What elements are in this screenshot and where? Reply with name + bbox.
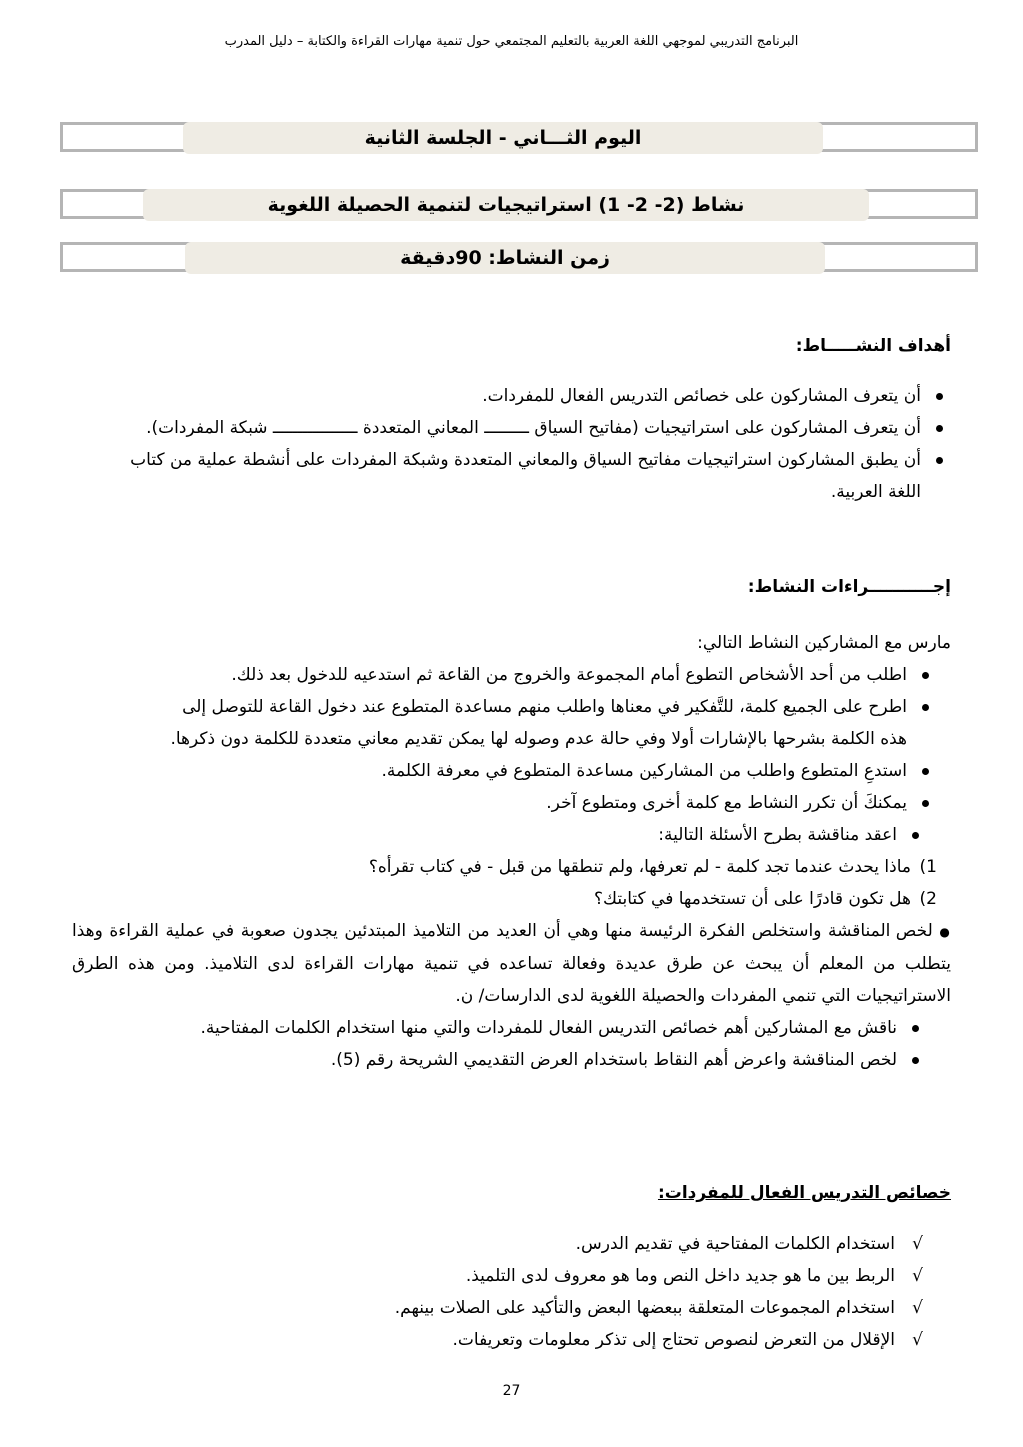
characteristic-text: الربط بين ما هو جديد داخل النص وما هو معروف لدى التلميذ. [465,1266,895,1286]
characteristic-text: الإقلال من التعرض لنصوص تحتاج إلى تذكر معلومات وتعريفات. [452,1330,895,1350]
objectives-list-block [95,380,951,508]
question-number: 1) [919,857,937,877]
characteristic-item [80,1324,951,1356]
question-item [72,851,937,883]
characteristic-item [80,1292,951,1324]
check-icon: √ [912,1330,923,1350]
procedures-title: إجـــــــــــراءات النشاط: [747,577,951,597]
question-item [72,883,937,915]
characteristics-block [80,1228,951,1356]
discussion-lead-list [72,819,927,851]
procedure-item: يمكنكَ أن تكرر النشاط مع كلمة أخرى ومتطوع آخر. [158,787,937,819]
activity-title: نشاط (2- 2- 1) استراتيجيات لتنمية الحصيلة اللغوية [143,189,869,221]
activity-banner [60,189,978,219]
check-icon: √ [912,1234,923,1254]
characteristics-title: خصائص التدريس الفعال للمفردات: [657,1183,951,1203]
day-banner [60,122,978,152]
procedure-item: اطلب من أحد الأشخاص التطوع أمام المجموعة والخروج من القاعة ثم استدعيه للدخول بعد ذلك. [158,659,937,691]
check-icon: √ [912,1266,923,1286]
objectives-list [95,380,951,508]
characteristic-text: استخدام الكلمات المفتاحية في تقديم الدرس. [575,1234,895,1254]
characteristic-item [80,1228,951,1260]
procedure-item: اطرح على الجميع كلمة، للتَّفكير في معناها واطلب منهم مساعدة المتطوع عند دخول القاعة للتوصل إلى هذه الكلمة بشرحها بالإشارات أولا وفي حالة عدم وصوله لها يمكن تقديم معاني متعددة للكلمة دون ذكرها. [158,691,937,755]
objective-item: أن يطبق المشاركون استراتيجيات مفاتيح السياق والمعاني المتعددة وشبكة المفردات على أنشطة عملية من كتاب اللغة العربية. [95,444,951,508]
check-icon: √ [912,1298,923,1318]
characteristic-text: استخدام المجموعات المتعلقة ببعضها البعض والتأكيد على الصلات بينهم. [394,1298,895,1318]
procedures-block [72,627,951,1076]
activity-duration: زمن النشاط: 90دقيقة [185,242,825,274]
day-session-title: اليوم الثـــاني - الجلسة الثانية [183,122,823,154]
running-header: البرنامج التدريبي لموجهي اللغة العربية بالتعليم المجتمعي حول تنمية مهارات القراءة والكتابة – دليل المدرب [224,34,799,49]
procedures-intro: مارس مع المشاركين النشاط التالي: [697,633,951,653]
question-text: ماذا يحدث عندما تجد كلمة - لم تعرفها، ولم تنطقها من قبل - في كتاب تقرأه؟ [368,857,911,877]
question-text: هل تكون قادرًا على أن تستخدمها في كتابتك؟ [594,889,911,909]
discussion-summary-text: لخص المناقشة واستخلص الفكرة الرئيسة منها وهي أن العديد من التلاميذ المبتدئين يجدون صعوبة في عملية القراءة وهذا يتطلب من المعلم أن يبحث عن طرق عديدة وفعالة تساعده في تنمية مهارات القراءة لدى التلاميذ. ومن هذه الطرق الاستراتيجيات التي تنمي المفردات والحصيلة اللغوية لدى الدارسات/ ن. [72,921,951,1006]
bullet-dot-icon: ● [939,925,951,939]
procedure-item: استدعِ المتطوع واطلب من المشاركين مساعدة المتطوع في معرفة الكلمة. [158,755,937,787]
question-number: 2) [919,889,937,909]
questions-list [72,851,937,915]
objectives-title: أهداف النشـــــاط: [795,336,951,356]
discussion-lead: اعقد مناقشة بطرح الأسئلة التالية: [72,819,927,851]
procedure-item: ناقش مع المشاركين أهم خصائص التدريس الفعال للمفردات والتي منها استخدام الكلمات المفتاحية. [72,1012,927,1044]
discussion-summary [72,915,951,1012]
objective-item: أن يتعرف المشاركون على استراتيجيات (مفاتيح السياق ـــــــــ المعاني المتعددة ـــــــــــــــــ شبكة المفردات). [95,412,951,444]
objective-item: أن يتعرف المشاركون على خصائص التدريس الفعال للمفردات. [95,380,951,412]
characteristic-item [80,1260,951,1292]
page-number: 27 [502,1383,521,1399]
duration-banner [60,242,978,272]
procedure-item: لخص المناقشة واعرض أهم النقاط باستخدام العرض التقديمي الشريحة رقم (5). [72,1044,927,1076]
procedures-list [158,659,937,819]
final-procedures-list [72,1012,927,1076]
